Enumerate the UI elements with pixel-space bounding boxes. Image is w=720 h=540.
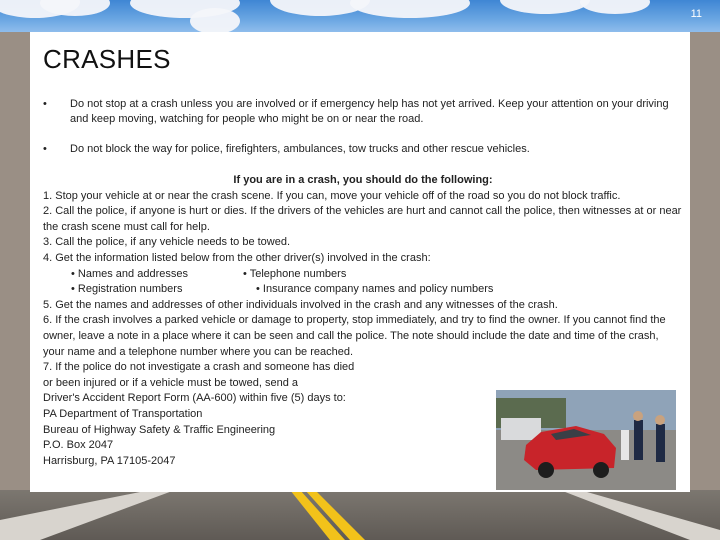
road-markings [0, 490, 720, 540]
instructions-intro: If you are in a crash, you should do the following: [233, 174, 493, 186]
page-title: CRASHES [43, 44, 171, 74]
sky-banner [0, 0, 720, 32]
road-edge-line [0, 490, 175, 540]
address-line: PA Department of Transportation [43, 407, 203, 420]
step-1: 1. Stop your vehicle at or near the crash scene. If you can, move your vehicle off of the road so you do not block traffic. [43, 189, 621, 202]
info-item: • Registration numbers [71, 283, 183, 296]
bystander [621, 430, 629, 460]
info-row [43, 282, 683, 298]
step-3: 3. Call the police, if any vehicle needs to be towed. [43, 236, 291, 249]
tow-truck [501, 418, 541, 440]
road-edge-line [560, 490, 720, 540]
bullet-text: Do not stop at a crash unless you are involved or if emergency help has not yet arrived. Keep your attention on your driving and keep moving, watching for people who might be on or near the road. [70, 98, 669, 125]
cloud [500, 0, 590, 14]
step-2: 2. Call the police, if anyone is hurt or dies. If the drivers of the vehicles are hurt and cannot call the police, then witnesses at or near the crash scene must call for help. [43, 205, 682, 233]
info-row [43, 267, 683, 283]
info-item: • Names and addresses [71, 267, 188, 280]
step-5: 5. Get the names and addresses of other individuals involved in the crash and any witnesses of the crash. [43, 298, 558, 311]
info-item: • Insurance company names and policy numbers [256, 283, 494, 296]
cloud [190, 8, 240, 32]
crash-scene-photo [496, 390, 676, 490]
step-7-line: Driver's Accident Report Form (AA-600) within five (5) days to: [43, 392, 346, 405]
slide-number: 11 [690, 8, 702, 20]
bullet-marker: • [43, 143, 47, 155]
officer-head [655, 415, 665, 425]
officer-head [633, 411, 643, 421]
crash-scene-illustration [496, 390, 676, 490]
cloud [580, 0, 650, 14]
info-item: • Telephone numbers [243, 267, 347, 280]
officer [656, 424, 665, 462]
step-7-line: 7. If the police do not investigate a crash and someone has died [43, 361, 355, 374]
step-6: 6. If the crash involves a parked vehicle or damage to property, stop immediately, and try to find the owner. If you cannot find the owner, leave a note in a place where it can be seen and call the police. The note should include the date and time of the crash, your name and a telephone number where you can be reached. [43, 314, 666, 358]
road-background [0, 490, 720, 540]
bullet-text: Do not block the way for police, firefighters, ambulances, tow trucks and other rescue vehicles. [70, 143, 530, 155]
step-7-line: or been injured or if a vehicle must be towed, send a [43, 376, 298, 389]
address-line: Harrisburg, PA 17105-2047 [43, 454, 176, 467]
officer [634, 420, 643, 460]
car-wheel [538, 462, 554, 478]
address-line: P.O. Box 2047 [43, 439, 114, 452]
step-4: 4. Get the information listed below from the other driver(s) involved in the crash: [43, 251, 431, 264]
car-wheel [593, 462, 609, 478]
cloud [350, 0, 470, 18]
address-line: Bureau of Highway Safety & Traffic Engineering [43, 423, 276, 436]
bullet-marker: • [43, 98, 47, 110]
